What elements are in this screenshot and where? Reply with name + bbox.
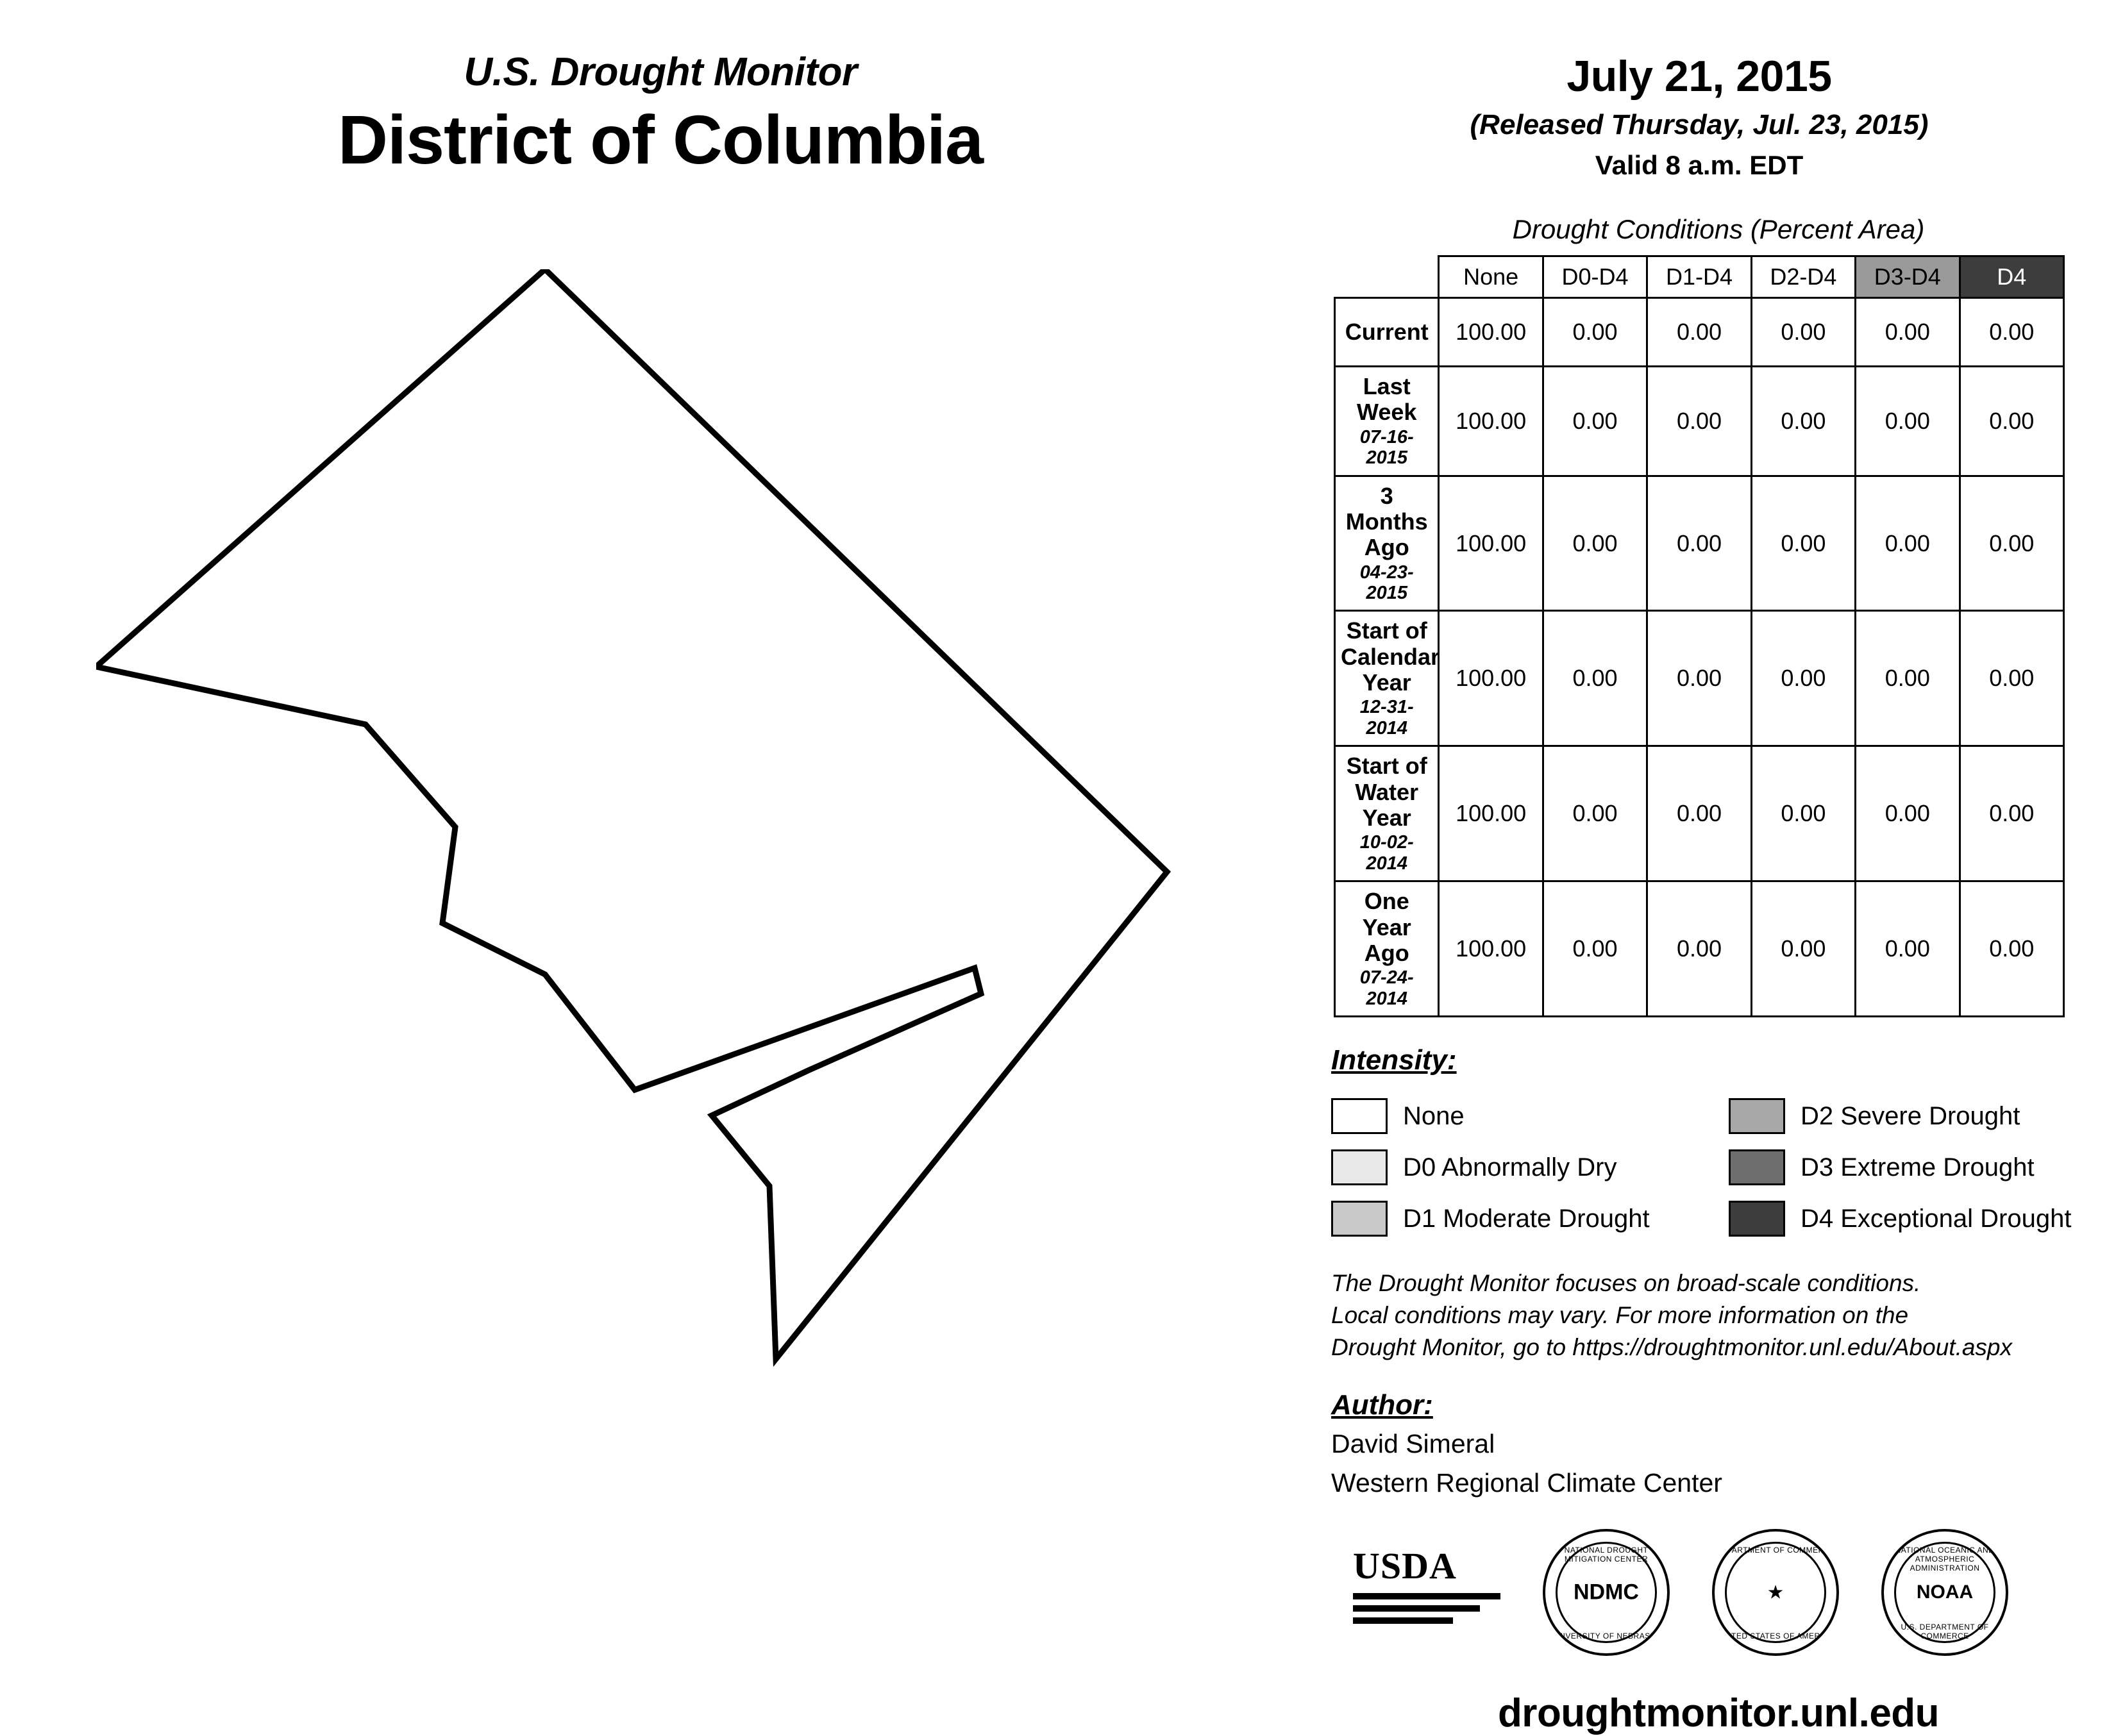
cell-lastweek-none: 100.00 (1439, 367, 1543, 476)
legend-swatch-d4 (1729, 1201, 1785, 1237)
cell-lastweek-d4: 0.00 (1960, 367, 2063, 476)
row-label-start-water-year (1335, 746, 1439, 881)
noaa-logo-arc-bottom: U.S. DEPARTMENT OF COMMERCE (1901, 1623, 1989, 1641)
row-label-text: Last Week (1357, 373, 1417, 426)
row-label-date: 07-24-2014 (1359, 967, 1414, 1009)
cell-3months-d1: 0.00 (1647, 476, 1751, 611)
cell-calyear-d4: 0.00 (1960, 611, 2063, 746)
site-url[interactable]: droughtmonitor.unl.edu (1497, 1691, 1940, 1736)
table-row (1335, 367, 2064, 476)
cell-wateryear-d0: 0.00 (1543, 746, 1647, 881)
cell-lastweek-d0: 0.00 (1543, 367, 1647, 476)
table-row (1335, 476, 2064, 611)
cell-wateryear-none: 100.00 (1439, 746, 1543, 881)
row-label-current (1335, 298, 1439, 367)
cell-calyear-d0: 0.00 (1543, 611, 1647, 746)
cell-lastweek-d2: 0.00 (1751, 367, 1855, 476)
table-row (1335, 881, 2064, 1017)
cell-calyear-d2: 0.00 (1751, 611, 1855, 746)
legend-item-d2 (1729, 1098, 2116, 1134)
cell-lastweek-d3: 0.00 (1856, 367, 1960, 476)
cell-calyear-d1: 0.00 (1647, 611, 1751, 746)
cell-calyear-d3: 0.00 (1856, 611, 1960, 746)
cell-oneyear-d1: 0.00 (1647, 881, 1751, 1017)
usda-logo-bars (1353, 1593, 1500, 1624)
column-header-d1: D1-D4 (1647, 256, 1751, 298)
legend-swatch-none (1331, 1098, 1388, 1134)
legend-swatch-d1 (1331, 1201, 1388, 1237)
legend-label-d3: D3 Extreme Drought (1801, 1153, 2035, 1181)
usdoc-logo-arc-top: DEPARTMENT OF COMMERCE (1715, 1546, 1836, 1555)
row-label-3-months-ago (1335, 476, 1439, 611)
legend-item-none (1331, 1098, 1729, 1134)
row-label-text-line1: Start of (1346, 617, 1427, 644)
date-valid: Valid 8 a.m. EDT (1595, 150, 1804, 180)
table-row (1335, 298, 2064, 367)
row-label-start-calendar-year (1335, 611, 1439, 746)
table-corner-cell (1335, 256, 1439, 298)
legend-swatch-d3 (1729, 1149, 1785, 1185)
cell-current-d2: 0.00 (1751, 298, 1855, 367)
cell-3months-d3: 0.00 (1856, 476, 1960, 611)
ndmc-logo (1543, 1529, 1670, 1656)
legend-swatch-d2 (1729, 1098, 1785, 1134)
author-name: David Simeral (1331, 1428, 1495, 1458)
row-label-date: 04-23-2015 (1359, 562, 1414, 603)
ndmc-logo-arc-top: NATIONAL DROUGHT MITIGATION CENTER (1564, 1546, 1649, 1564)
cell-3months-none: 100.00 (1439, 476, 1543, 611)
row-label-text-line1: Start of (1346, 753, 1427, 780)
cell-current-d0: 0.00 (1543, 298, 1647, 367)
disclaimer-line-3: Drought Monitor, go to https://droughtmonitor.unl.edu/About.aspx (1331, 1333, 2012, 1360)
column-header-d0: D0-D4 (1543, 256, 1647, 298)
row-label-date: 12-31-2014 (1359, 697, 1414, 739)
usda-logo-text: USDA (1353, 1545, 1457, 1587)
region-title: District of Columbia (337, 101, 984, 179)
legend-item-d1 (1331, 1201, 1729, 1237)
row-label-text-line2: Calendar Year (1341, 643, 1440, 696)
cell-3months-d4: 0.00 (1960, 476, 2063, 611)
cell-3months-d0: 0.00 (1543, 476, 1647, 611)
ndmc-logo-arc-bottom: UNIVERSITY OF NEBRASKA (1551, 1632, 1661, 1641)
title-block (212, 51, 1109, 178)
intensity-legend (1331, 1090, 2071, 1244)
drought-conditions-table (1334, 255, 2065, 1017)
noaa-logo (1881, 1529, 2008, 1656)
legend-label-d4: D4 Exceptional Drought (1801, 1204, 2072, 1233)
row-label-text: 3 Months Ago (1345, 482, 1428, 561)
cell-current-d4: 0.00 (1960, 298, 2063, 367)
date-main: July 21, 2015 (1566, 52, 1832, 101)
cell-wateryear-d1: 0.00 (1647, 746, 1751, 881)
cell-current-d3: 0.00 (1856, 298, 1960, 367)
intensity-heading: Intensity: (1331, 1044, 1457, 1076)
column-header-d3: D3-D4 (1856, 256, 1960, 298)
legend-label-d0: D0 Abnormally Dry (1403, 1153, 1617, 1181)
legend-label-d2: D2 Severe Drought (1801, 1101, 2020, 1130)
row-label-one-year-ago (1335, 881, 1439, 1017)
program-title: U.S. Drought Monitor (464, 50, 857, 94)
row-label-text: One Year Ago (1362, 888, 1411, 966)
cell-oneyear-d3: 0.00 (1856, 881, 1960, 1017)
legend-label-none: None (1403, 1101, 1465, 1130)
date-released: (Released Thursday, Jul. 23, 2015) (1470, 109, 1929, 140)
column-header-none: None (1439, 256, 1543, 298)
table-caption: Drought Conditions (Percent Area) (1512, 214, 1925, 244)
row-label-date: 07-16-2015 (1359, 426, 1414, 469)
cell-lastweek-d1: 0.00 (1647, 367, 1751, 476)
noaa-logo-text: NOAA (1916, 1582, 1974, 1603)
usdoc-logo-seal-icon: ★ (1768, 1582, 1783, 1602)
disclaimer-line-2: Local conditions may vary. For more information on the (1331, 1302, 1909, 1328)
cell-current-none: 100.00 (1439, 298, 1543, 367)
cell-oneyear-d0: 0.00 (1543, 881, 1647, 1017)
table-row (1335, 611, 2064, 746)
cell-wateryear-d2: 0.00 (1751, 746, 1855, 881)
usdoc-logo (1712, 1529, 1839, 1656)
disclaimer-line-1: The Drought Monitor focuses on broad-scale conditions. (1331, 1270, 1921, 1297)
map-area (96, 269, 1250, 1551)
cell-calyear-none: 100.00 (1439, 611, 1543, 746)
legend-item-d4 (1729, 1201, 2116, 1237)
legend-label-d1: D1 Moderate Drought (1403, 1204, 1650, 1233)
table-row (1335, 746, 2064, 881)
district-of-columbia-outline (96, 269, 1250, 1551)
cell-oneyear-none: 100.00 (1439, 881, 1543, 1017)
cell-current-d1: 0.00 (1647, 298, 1751, 367)
ndmc-logo-text: NDMC (1574, 1580, 1639, 1605)
legend-swatch-d0 (1331, 1149, 1388, 1185)
noaa-logo-arc-top: NATIONAL OCEANIC AND ATMOSPHERIC ADMINISTRATION (1895, 1546, 1995, 1573)
row-label-last-week (1335, 367, 1439, 476)
cell-wateryear-d4: 0.00 (1960, 746, 2063, 881)
column-header-d2: D2-D4 (1751, 256, 1855, 298)
usdoc-logo-arc-bottom: UNITED STATES OF AMERICA (1717, 1632, 1835, 1641)
cell-oneyear-d2: 0.00 (1751, 881, 1855, 1017)
row-label-text-line2: Water Year (1355, 778, 1419, 831)
author-affiliation: Western Regional Climate Center (1331, 1468, 1722, 1498)
right-column (1327, 51, 2071, 1736)
legend-item-d3 (1729, 1149, 2116, 1185)
table-header-row (1335, 256, 2064, 298)
usda-logo (1353, 1544, 1500, 1640)
cell-oneyear-d4: 0.00 (1960, 881, 2063, 1017)
cell-3months-d2: 0.00 (1751, 476, 1855, 611)
row-label-text: Current (1345, 318, 1429, 345)
column-header-d4: D4 (1960, 256, 2063, 298)
author-heading: Author: (1331, 1389, 1433, 1421)
legend-item-d0 (1331, 1149, 1729, 1185)
row-label-date: 10-02-2014 (1359, 832, 1414, 874)
logo-row (1353, 1529, 2071, 1656)
disclaimer-text (1331, 1267, 2071, 1364)
cell-wateryear-d3: 0.00 (1856, 746, 1960, 881)
